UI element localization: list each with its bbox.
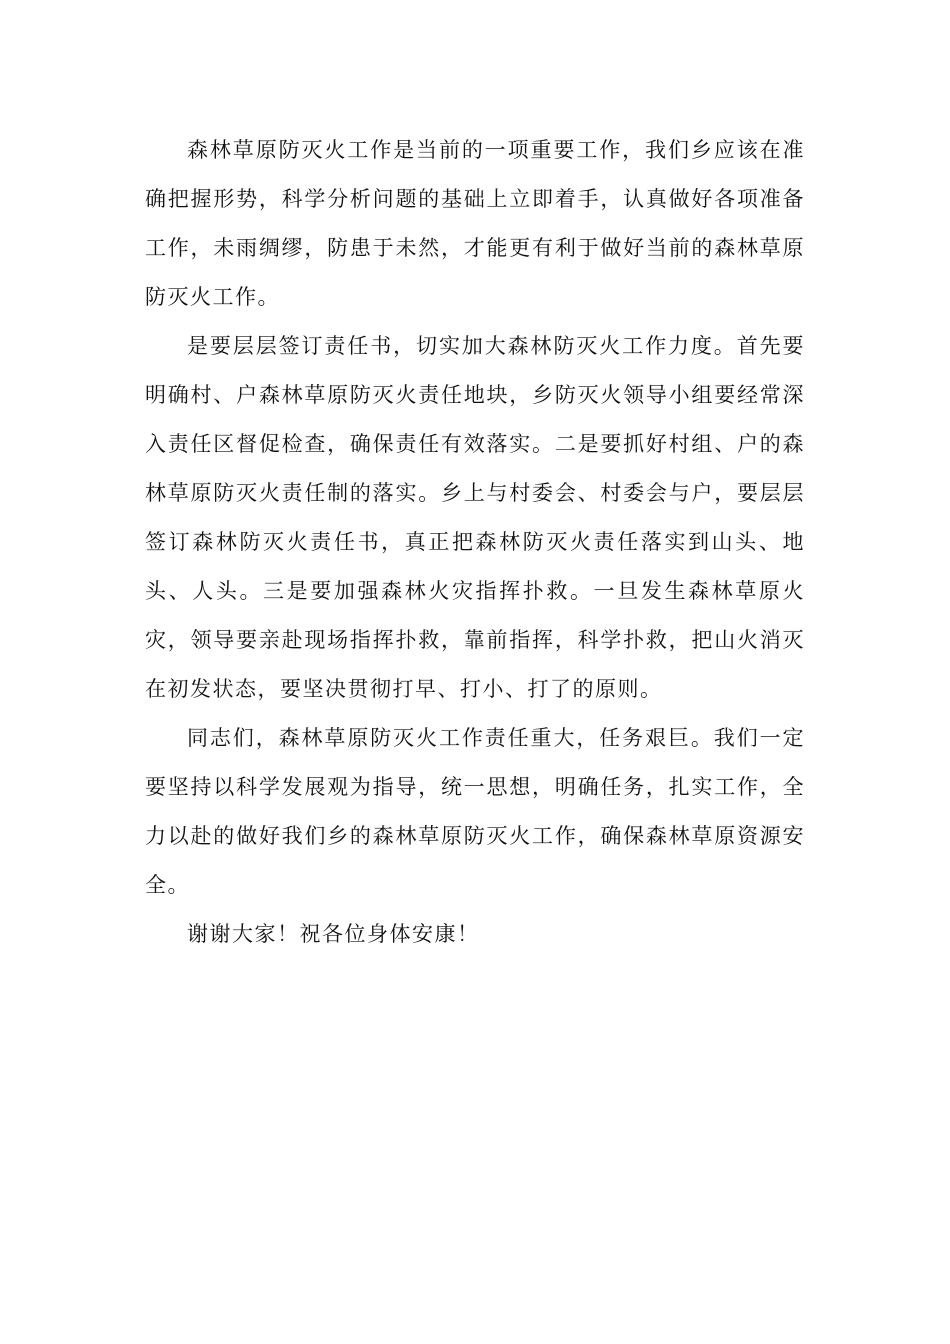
paragraph-conclusion: 同志们，森林草原防灭火工作责任重大，任务艰巨。我们一定要坚持以科学发展观为指导，统一思想，明确任务，扎实工作，全力以赴的做好我们乡的森林草原防灭火工作，确保森林草原资源安全。 bbox=[145, 726, 805, 897]
paragraph-responsibility: 是要层层签订责任书，切实加大森林防灭火工作力度。首先要明确村、户森林草原防灭火责任地块，乡防灭火领导小组要经常深入责任区督促检查，确保责任有效落实。二是要抓好村组、户的森林草原防灭火责任制的落实。乡上与村委会、村委会与户，要层层签订森林防灭火责任书，真正把森林防灭火责任落实到山头、地头、人头。三是要加强森林火灾指挥扑救。一旦发生森林草原火灾，领导要亲赴现场指挥扑救，靠前指挥，科学扑救，把山火消灭在初发状态，要坚决贯彻打早、打小、打了的原则。 bbox=[145, 334, 805, 701]
paragraph-importance: 森林草原防灭火工作是当前的一项重要工作，我们乡应该在准确把握形势，科学分析问题的基础上立即着手，认真做好各项准备工作，未雨绸缪，防患于未然，才能更有利于做好当前的森林草原防灭火工作。 bbox=[145, 138, 805, 309]
paragraph-thanks: 谢谢大家！祝各位身体安康！ bbox=[187, 922, 480, 946]
document-body bbox=[145, 126, 805, 959]
